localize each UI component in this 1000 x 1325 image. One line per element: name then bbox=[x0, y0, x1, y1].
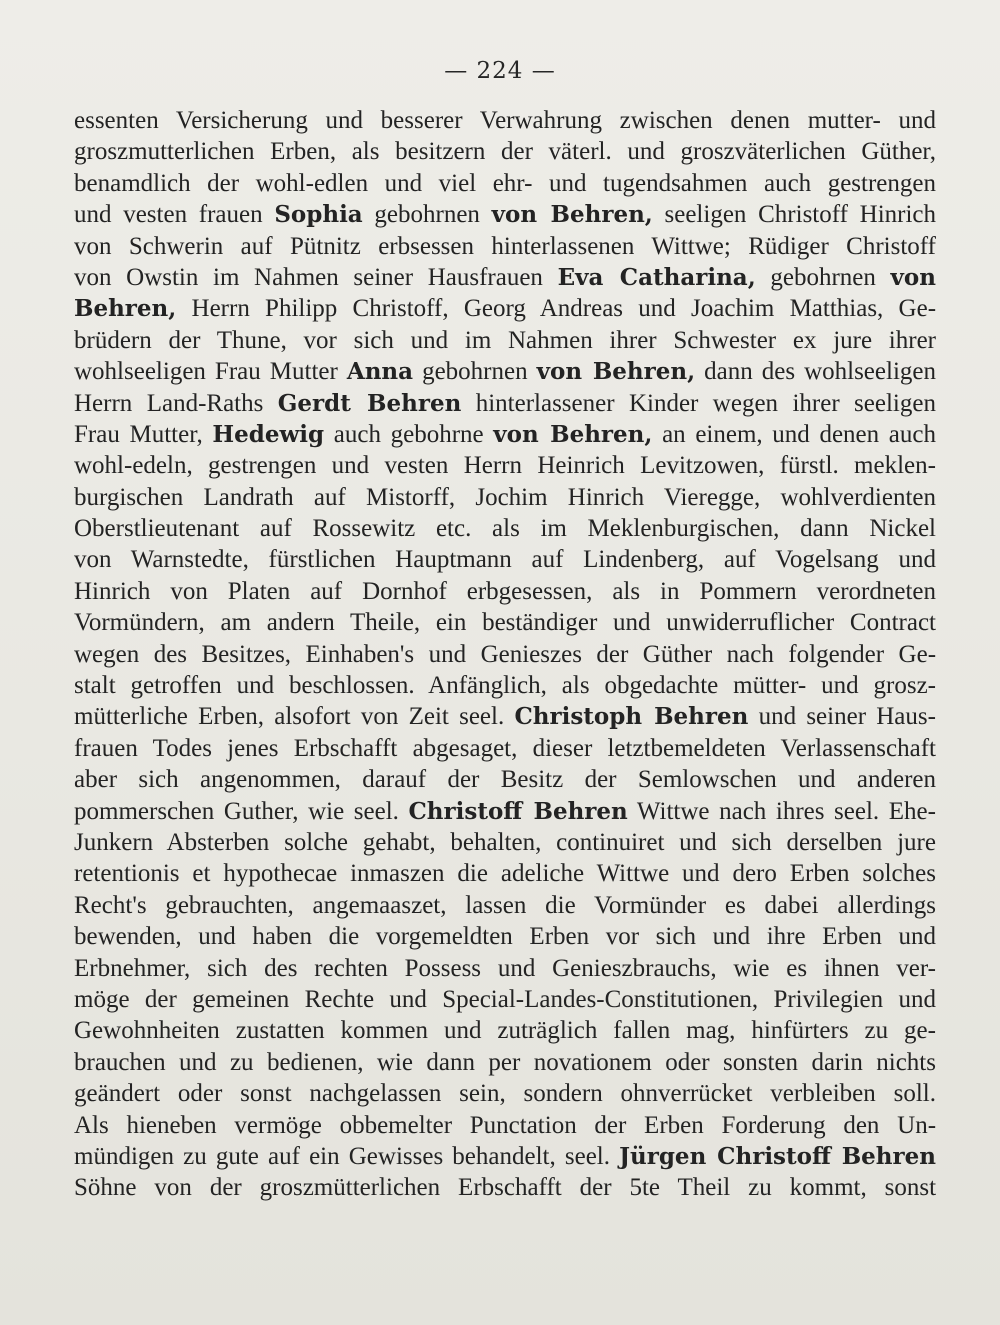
line-text: mündigen zu gute auf ein Gewisses behandelt, seel. bbox=[74, 1142, 620, 1170]
text-line bbox=[74, 733, 936, 764]
text-line bbox=[74, 796, 936, 827]
line-text: burgischen Landrath auf Mistorff, Jochim Hinrich Vieregge, wohlverdienten bbox=[74, 483, 936, 511]
text-line bbox=[74, 984, 936, 1015]
text-line bbox=[74, 764, 936, 795]
line-text: gebohrnen bbox=[755, 263, 891, 291]
line-text: und seiner Haus- bbox=[748, 703, 936, 731]
text-line bbox=[74, 105, 936, 136]
text-line bbox=[74, 1015, 936, 1046]
line-text: und vesten frauen bbox=[74, 201, 275, 229]
text-line bbox=[74, 607, 936, 638]
line-text: Frau Mutter, bbox=[74, 420, 213, 448]
line-text: Söhne von der groszmütterlichen Erbschafft der 5te Theil zu kommt, sonst bbox=[74, 1174, 937, 1202]
line-text: hinterlassener Kinder wegen ihrer seeligen bbox=[461, 389, 936, 417]
text-line bbox=[74, 544, 936, 575]
text-line bbox=[74, 388, 936, 419]
bold-name-text: von Behren, bbox=[491, 201, 653, 229]
line-text: Junkern Absterben solche gehabt, behalten, continuiret und sich derselben jure bbox=[74, 828, 936, 856]
text-line bbox=[74, 482, 936, 513]
line-text: von Warnstedte, fürstlichen Hauptmann auf Lindenberg, auf Vogelsang und bbox=[74, 546, 936, 574]
line-text: retentionis et hypothecae inmaszen die adeliche Wittwe und dero Erben solches bbox=[74, 860, 936, 888]
line-text: Gewohnheiten zustatten kommen und zuträglich fallen mag, hinfürters zu ge- bbox=[74, 1017, 936, 1045]
text-line bbox=[74, 1141, 936, 1172]
line-text: Herrn Land-Raths bbox=[74, 389, 278, 417]
bold-name-text: Hedewig bbox=[212, 420, 325, 448]
line-text: bewenden, und haben die vorgemeldten Erben vor sich und ihre Erben und bbox=[74, 923, 936, 951]
line-text: wohl-edeln, gestrengen und vesten Herrn Heinrich Levitzowen, fürstl. meklen- bbox=[74, 452, 936, 480]
bold-name-text: Behren, bbox=[74, 295, 177, 323]
line-text: auch gebohrne bbox=[324, 420, 494, 448]
line-text: geändert oder sonst nachgelassen sein, sondern ohnverrücket verbleiben soll. bbox=[74, 1080, 937, 1108]
text-line bbox=[74, 858, 936, 889]
body-text bbox=[74, 105, 936, 1204]
line-text: Hinrich von Platen auf Dornhof erbgesessen, als in Pommern verordneten bbox=[74, 577, 936, 605]
bold-name-text: Christoff Behren bbox=[408, 797, 628, 825]
line-text: von Schwerin auf Pütnitz erbsessen hinterlassenen Wittwe; Rüdiger Christoff bbox=[74, 232, 936, 260]
text-line bbox=[74, 639, 936, 670]
text-line bbox=[74, 136, 936, 167]
line-text: groszmutterlichen Erben, als besitzern der väterl. und groszväterlichen Güther, bbox=[74, 138, 937, 166]
bold-name-text: Eva Catharina, bbox=[557, 263, 756, 291]
text-line bbox=[74, 1078, 936, 1109]
bold-name-text: von Behren, bbox=[536, 358, 696, 386]
text-line bbox=[74, 168, 936, 199]
bold-name-text: Sophia bbox=[274, 201, 363, 229]
line-text: Oberstlieutenant auf Rossewitz etc. als im Meklenburgischen, dann Nickel bbox=[74, 515, 936, 543]
line-text: essenten Versicherung und besserer Verwahrung zwischen denen mutter- und bbox=[74, 107, 936, 134]
bold-name-text: von bbox=[890, 263, 936, 291]
line-text: pommerschen Guther, wie seel. bbox=[74, 797, 409, 825]
line-text: brauchen und zu bedienen, wie dann per novationem oder sonsten darin nichts bbox=[74, 1048, 936, 1076]
line-text: wegen des Besitzes, Einhaben's und Genieszes der Güther nach folgender Ge- bbox=[74, 640, 937, 668]
text-line bbox=[74, 670, 936, 701]
line-text: wohlseeligen Frau Mutter bbox=[74, 358, 347, 386]
text-line bbox=[74, 262, 936, 293]
text-line bbox=[74, 199, 936, 230]
text-line bbox=[74, 231, 936, 262]
line-text: gebohrnen bbox=[413, 358, 537, 386]
line-text: stalt getroffen und beschlossen. Anfänglich, als obgedachte mütter- und grosz- bbox=[74, 672, 937, 700]
line-text: gebohrnen bbox=[362, 201, 492, 229]
line-text: Erbnehmer, sich des rechten Possess und Genieszbrauchs, wie es ihnen ver- bbox=[74, 954, 937, 982]
text-line bbox=[74, 921, 936, 952]
line-text: möge der gemeinen Rechte und Special-Landes-Constitutionen, Privilegien und bbox=[74, 985, 936, 1013]
line-text: Herrn Philipp Christoff, Georg Andreas und Joachim Matthias, Ge- bbox=[176, 295, 937, 323]
line-text: brüdern der Thune, vor sich und im Nahmen ihrer Schwester ex jure ihrer bbox=[74, 326, 936, 354]
line-text: Wittwe nach ihres seel. Ehe- bbox=[627, 797, 936, 825]
text-line bbox=[74, 450, 936, 481]
text-line bbox=[74, 576, 936, 607]
line-text: aber sich angenommen, darauf der Besitz der Semlowschen und anderen bbox=[74, 766, 937, 794]
page-number: — 224 — bbox=[444, 58, 556, 84]
text-line bbox=[74, 1110, 936, 1141]
bold-name-text: Gerdt Behren bbox=[277, 389, 462, 417]
bold-name-text: Christoph Behren bbox=[514, 703, 749, 731]
text-line bbox=[74, 325, 936, 356]
text-line bbox=[74, 293, 936, 324]
line-text: Als hieneben vermöge obbemelter Punctation der Erben Forderung den Un- bbox=[74, 1111, 937, 1139]
text-line bbox=[74, 953, 936, 984]
text-line bbox=[74, 701, 936, 732]
line-text: frauen Todes jenes Erbschafft abgesaget, dieser letztbemeldeten Verlassenschaft bbox=[74, 734, 936, 762]
text-line bbox=[74, 1047, 936, 1078]
text-line bbox=[74, 419, 936, 450]
bold-name-text: Anna bbox=[346, 358, 414, 386]
text-line bbox=[74, 827, 936, 858]
line-text: seeligen Christoff Hinrich bbox=[652, 201, 937, 229]
line-text: an einem, und denen auch bbox=[652, 420, 936, 448]
line-text: benamdlich der wohl-edlen und viel ehr- und tugendsahmen auch gestrengen bbox=[74, 169, 936, 197]
line-text: mütterliche Erben, alsofort von Zeit seel. bbox=[74, 703, 515, 731]
text-line bbox=[74, 890, 936, 921]
bold-name-text: von Behren, bbox=[493, 420, 653, 448]
text-line bbox=[74, 356, 936, 387]
text-line bbox=[74, 1172, 936, 1203]
line-text: dann des wohlseeligen bbox=[695, 358, 936, 386]
line-text: Recht's gebrauchten, angemaaszet, lassen die Vormünder es dabei allerdings bbox=[74, 891, 936, 919]
line-text: von Owstin im Nahmen seiner Hausfrauen bbox=[74, 263, 558, 291]
line-text: Vormündern, am andern Theile, ein beständiger und unwiderruflicher Contract bbox=[74, 609, 937, 637]
bold-name-text: Jürgen Christoff Behren bbox=[619, 1142, 937, 1170]
text-line bbox=[74, 513, 936, 544]
